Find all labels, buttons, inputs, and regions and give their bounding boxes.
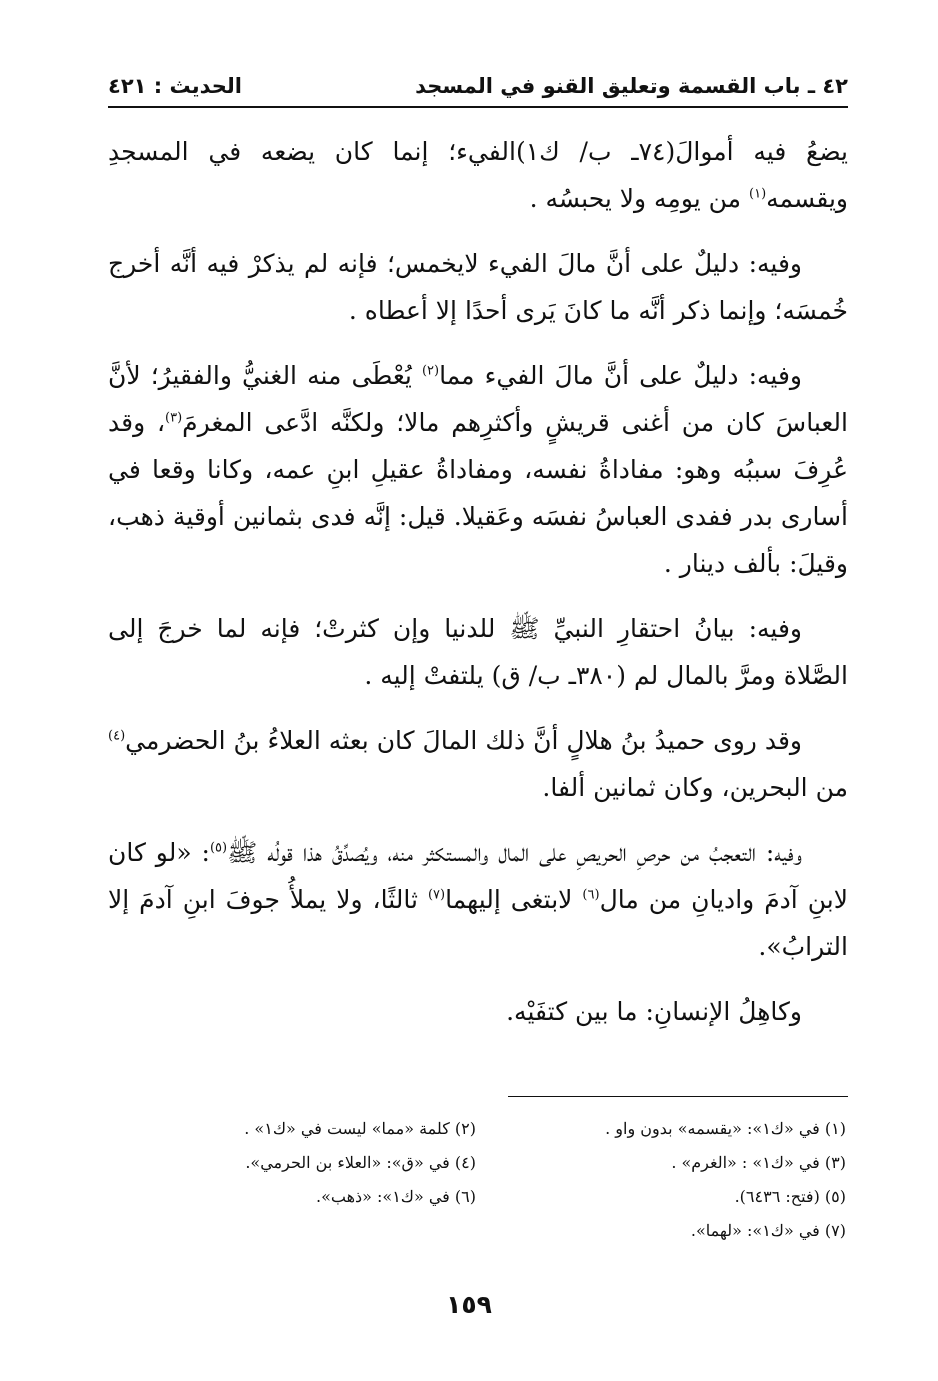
- footnote-5: (٥) (فتح: ٦٤٣٦).: [734, 1187, 846, 1206]
- hadith-number: الحديث : ٤٢١: [108, 74, 242, 98]
- paragraph: وكاهِلُ الإنسانِ: ما بين كتفَيْه.: [506, 997, 802, 1026]
- paragraph: وفيه: التعجبُ من حرصِ الحريصِ على المال والمستكثر منه، ويُصدِّقُ هذا قولُه ﷺ$^{(٥)}$: «لو كان لابنِ آدمَ واديانِ من مال$^{(٦)}$ لابتغى إليهما$^{(٧)}$ ثالثًا، ولا يملأُ جوفَ ابنِ آدمَ إلا الترابُ».: [108, 838, 848, 961]
- paragraph: وفيه: دليلٌ على أنَّ مالَ الفيء لايخمس؛ فإنه لم يذكرْ فيه أنَّه أخرج خُمسَه؛ وإنما ذكر أنَّه ما كانَ يَرى أحدًا إلا أعطاه .: [108, 249, 848, 325]
- page-number: ١٥٩: [446, 1290, 492, 1319]
- footnote-row: [108, 1146, 848, 1180]
- footnote-ref: (٧): [427, 887, 446, 903]
- footnote-row: [108, 1112, 848, 1146]
- footnote-row: [108, 1214, 848, 1248]
- footnote-6: (٦) في «ك١»: «ذهب».: [315, 1187, 476, 1206]
- page-header: [108, 70, 848, 108]
- footnote-1: (١) في «ك١»: «يقسمه» بدون واو .: [605, 1119, 846, 1138]
- footnote-ref: (٤): [108, 728, 126, 744]
- footnote-row: [108, 1180, 848, 1214]
- footnote-4: (٤) في «ق»: «العلاء بن الحرمي».: [245, 1153, 476, 1172]
- footnote-divider: [508, 1096, 848, 1097]
- footnote-2: (٢) كلمة «مما» ليست في «ك١» .: [244, 1119, 476, 1138]
- footnote-7: (٧) في «ك١»: «لهما».: [690, 1221, 846, 1240]
- paragraph: وفيه: بيانُ احتقارِ النبيِّ ﷺ للدنيا وإن كثرتْ؛ فإنه لما خرجَ إلى الصَّلاة ومرَّ بالمال لم (٣٨٠ـ ب/ ق) يلتفتْ إليه .: [108, 614, 848, 690]
- footnote-3: (٣) في «ك١» : «الغرم» .: [671, 1153, 846, 1172]
- paragraph: يضعُ فيه أموالَ(٧٤ـ ب/ ك١)الفيء؛ إنما كان يضعه في المسجدِ ويقسمه$^{(١)}$ من يومِه ولا يحبسُه .: [108, 137, 849, 213]
- footnote-ref: (١): [749, 186, 767, 202]
- footnote-ref: (٥): [209, 840, 228, 856]
- footnote-ref: (٢): [421, 363, 440, 379]
- footnote-ref: (٣): [165, 410, 183, 426]
- footnote-ref: (٦): [582, 887, 600, 903]
- paragraph: وفيه: دليلٌ على أنَّ مالَ الفيء مما$^{(٢)}$ يُعْطَى منه الغنيُّ والفقيرُ؛ لأنَّ العباسَ كان من أغنى قريشٍ وأكثرِهم مالا؛ ولكنَّه ادَّعى المغرمَ$^{(٣)}$، وقد عُرِفَ سببُه وهو: مفاداةُ نفسه، ومفاداةُ عقيلِ ابنِ عمه، وكانا وقعا في أسارى بدر ففدى العباسُ نفسَه وعَقيلا. قيل: إنَّه فدى بثمانين أوقية ذهب، وقيلَ: بألف دينار .: [108, 361, 848, 578]
- paragraph: وقد روى حميدُ بنُ هلالٍ أنَّ ذلك المالَ كان بعثه العلاءُ بنُ الحضرمي$^{(٤)}$ من البحرين، وكان ثمانين ألفا.: [108, 726, 848, 802]
- chapter-title: ٤٢ ـ باب القسمة وتعليق القنو في المسجد: [415, 74, 848, 98]
- footnotes: [108, 1112, 848, 1248]
- main-text: [108, 128, 848, 1053]
